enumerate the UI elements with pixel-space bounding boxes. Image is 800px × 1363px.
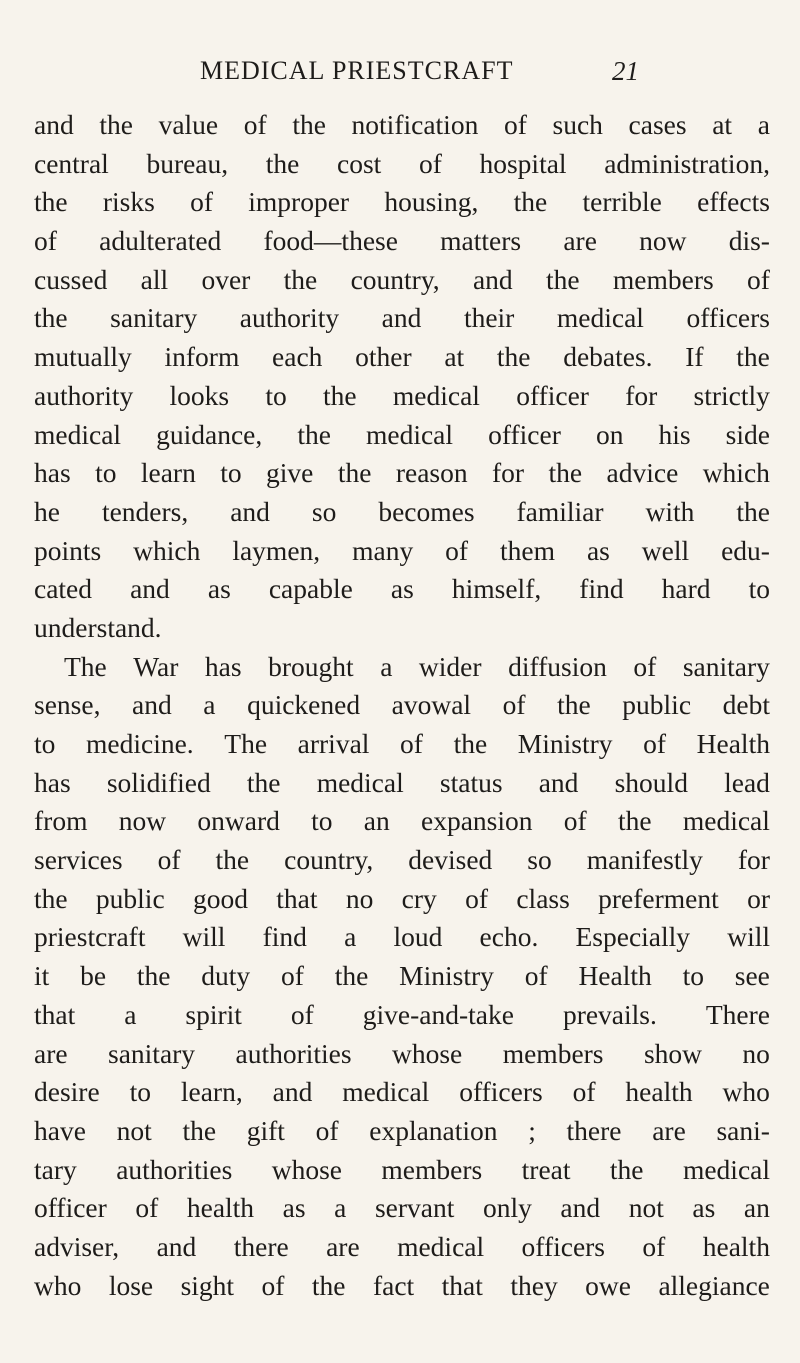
text-line: priestcraft will find a loud echo. Especially will (34, 921, 770, 953)
running-title: MEDICAL PRIESTCRAFT (200, 56, 514, 85)
text-line: points which laymen, many of them as well edu- (34, 534, 770, 566)
text-line: cussed all over the country, and the members of (34, 263, 770, 295)
text-line: are sanitary authorities whose members show no (34, 1037, 770, 1069)
text-line: that a spirit of give-and-take prevails. There (34, 998, 770, 1030)
page-number: 21 (612, 56, 639, 86)
text-line: sense, and a quickened avowal of the public debt (34, 689, 770, 721)
text-line: authority looks to the medical officer for strictly (34, 379, 770, 411)
text-line: have not the gift of explanation ; there are sani- (34, 1114, 770, 1146)
text-line-paragraph-end: understand. (34, 611, 162, 643)
text-line: central bureau, the cost of hospital administration, (34, 147, 770, 179)
text-line: from now onward to an expansion of the medical (34, 805, 770, 837)
body-text (34, 106, 770, 1305)
text-line: has to learn to give the reason for the advice which (34, 457, 770, 489)
text-line: it be the duty of the Ministry of Health to see (34, 960, 770, 992)
text-line: officer of health as a servant only and not as an (34, 1192, 770, 1224)
text-line: medical guidance, the medical officer on his side (34, 418, 770, 450)
text-line: the sanitary authority and their medical officers (34, 302, 770, 334)
text-line: desire to learn, and medical officers of health who (34, 1076, 770, 1108)
text-line: mutually inform each other at the debates. If the (34, 341, 770, 373)
text-line: the risks of improper housing, the terrible effects (34, 186, 770, 218)
text-line: he tenders, and so becomes familiar with the (34, 495, 770, 527)
text-line: cated and as capable as himself, find hard to (34, 573, 770, 605)
text-line: services of the country, devised so manifestly for (34, 844, 770, 876)
text-line: to medicine. The arrival of the Ministry of Health (34, 728, 770, 759)
text-line: has solidified the medical status and should lead (34, 766, 770, 798)
text-line: adviser, and there are medical officers of health (34, 1230, 770, 1262)
text-line: the public good that no cry of class preferment or (34, 882, 770, 914)
running-head (0, 56, 800, 96)
text-line: who lose sight of the fact that they owe allegiance (34, 1269, 770, 1301)
text-line: tary authorities whose members treat the medical (34, 1153, 770, 1185)
text-line: of adulterated food—these matters are now dis- (34, 225, 770, 257)
text-line: and the value of the notification of such cases at a (34, 109, 770, 140)
text-line-paragraph-start: The War has brought a wider diffusion of sanitary (64, 650, 770, 682)
